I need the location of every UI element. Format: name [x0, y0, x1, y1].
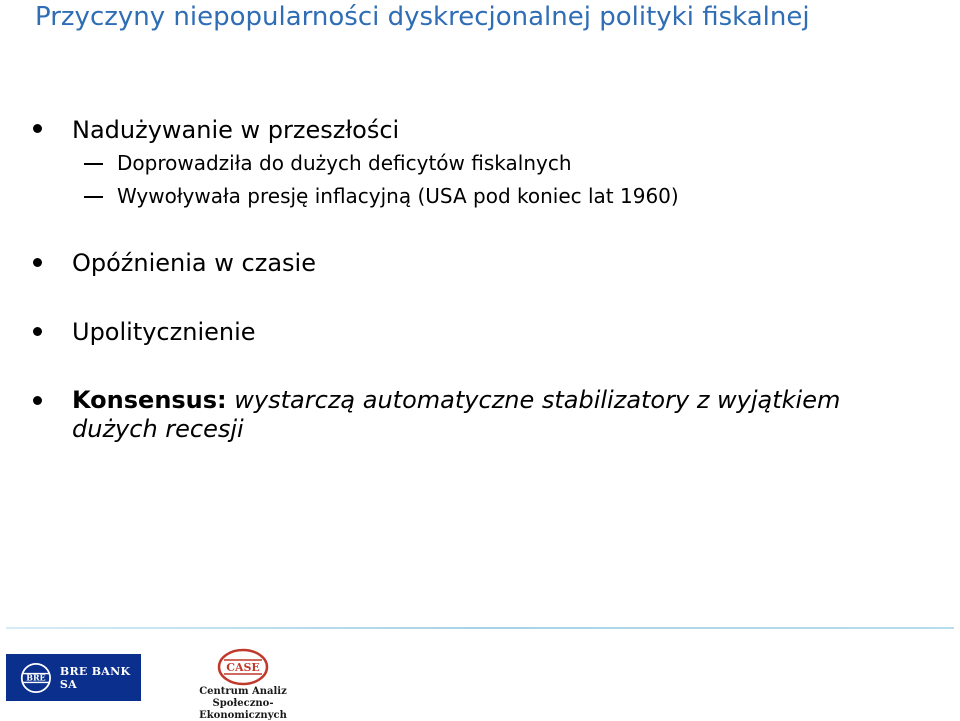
bullet-dot-icon	[33, 327, 42, 336]
case-emblem-icon	[216, 648, 270, 686]
bre-mark-text: BRE	[26, 673, 46, 683]
bullet-dot-icon	[33, 124, 42, 133]
dash-icon	[84, 163, 103, 165]
slide-title: Przyczyny niepopularności dyskrecjonalnej polityki fiskalnej	[35, 2, 810, 32]
bullet-item-consensus	[72, 386, 912, 444]
bre-bank-logo	[6, 654, 141, 701]
case-emblem-text: CASE	[226, 661, 260, 674]
footer-divider	[6, 627, 954, 629]
bre-globe-icon	[20, 660, 52, 696]
dash-icon	[84, 196, 103, 198]
case-name-line1: Centrum Analiz	[199, 686, 287, 697]
sub-item-inflation: Wywoływała presję inflacyjną (USA pod koniec lat 1960)	[117, 184, 679, 208]
case-logo	[178, 648, 308, 721]
bullet-dot-icon	[33, 258, 42, 267]
bullet-dot-icon	[33, 396, 42, 405]
bullet-item-overuse: Nadużywanie w przeszłości	[72, 116, 400, 144]
bullet-item-delays: Opóźnienia w czasie	[72, 249, 316, 277]
consensus-text: wystarczą automatyczne stabilizatory z wyjątkiem dużych recesji	[72, 386, 841, 443]
case-name-line2: Społeczno-Ekonomicznych	[199, 698, 287, 721]
case-full-name	[178, 686, 308, 721]
sub-item-deficits: Doprowadziła do dużych deficytów fiskalnych	[117, 151, 572, 175]
bullet-item-politicization: Upolitycznienie	[72, 318, 256, 346]
bre-bank-name: BRE BANK SA	[59, 664, 131, 691]
consensus-label: Konsensus:	[72, 386, 227, 414]
